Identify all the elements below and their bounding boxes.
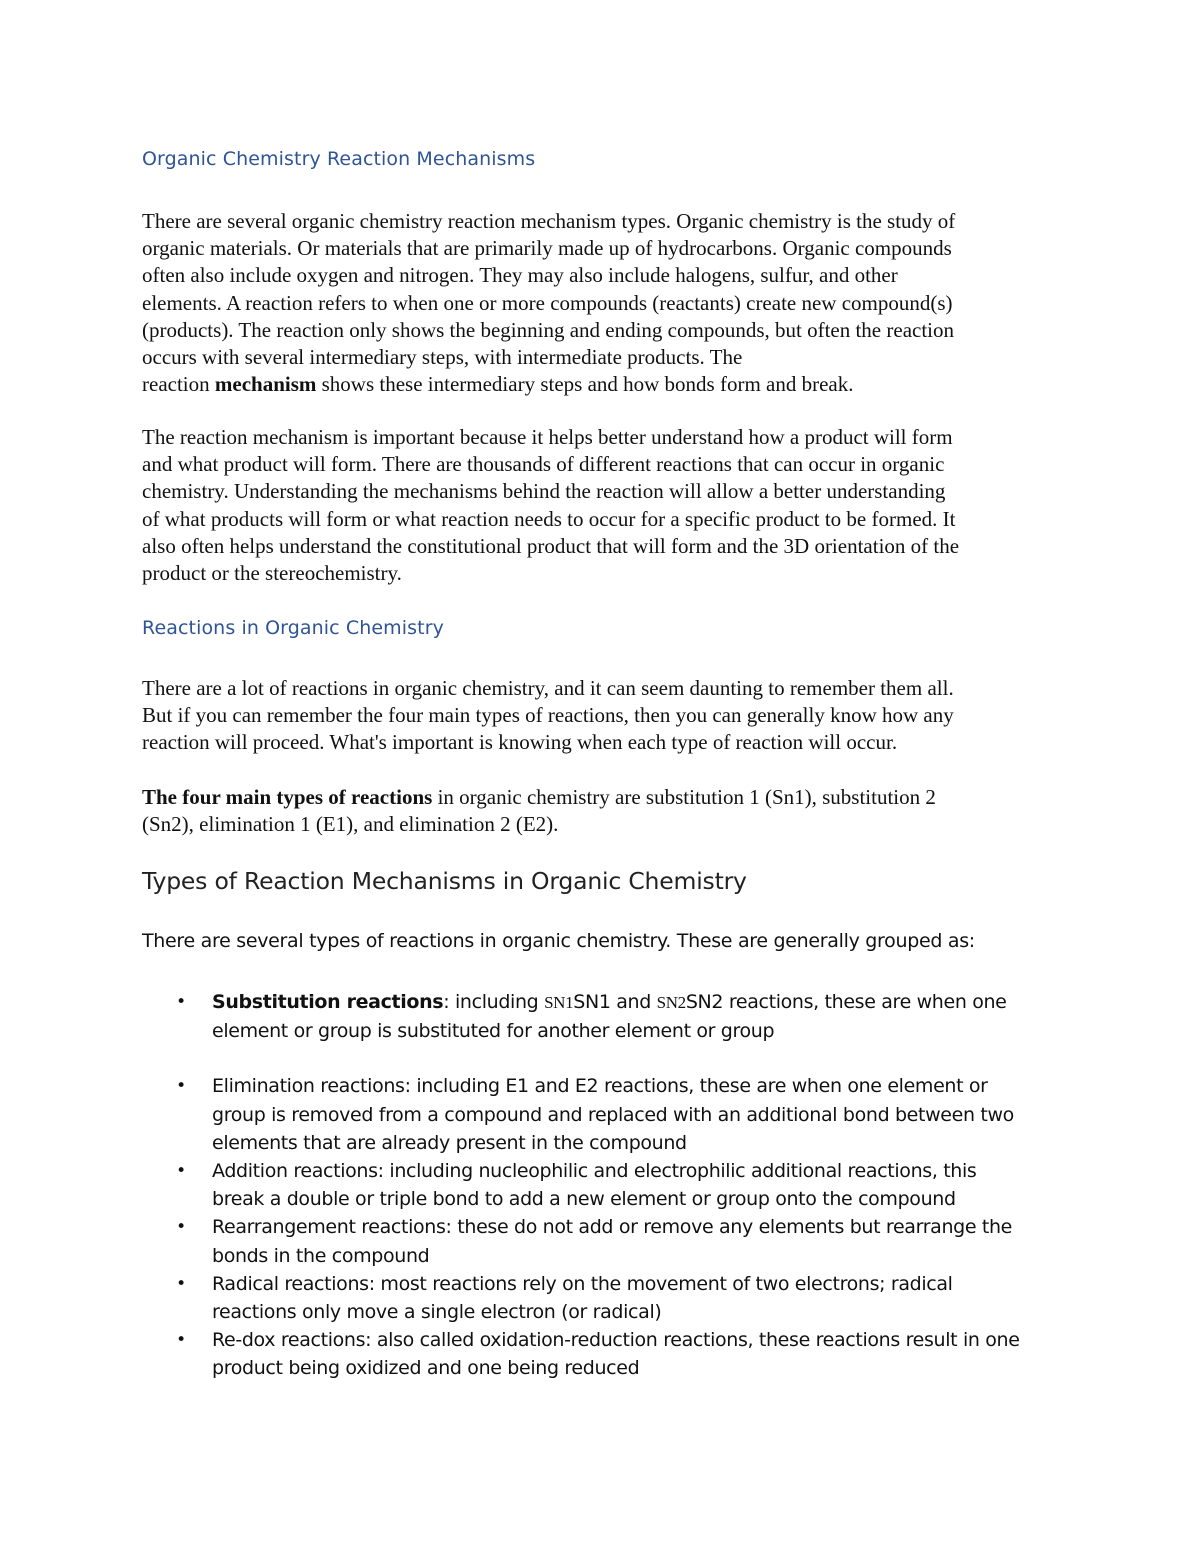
paragraph-line: product or the stereochemistry. <box>142 561 402 586</box>
list-item-line: elements that are already present in the compound <box>212 1131 687 1154</box>
bold-term-mechanism: mechanism <box>214 372 317 397</box>
paragraph-reactions <box>142 675 1057 757</box>
paragraph-importance <box>142 424 1057 587</box>
math-sn1-small: SN1 <box>544 993 574 1012</box>
list-item-elimination <box>176 1072 1072 1157</box>
list-item-radical <box>176 1270 1072 1326</box>
heading-types-of-reaction-mechanisms: Types of Reaction Mechanisms in Organic Chemistry <box>142 867 747 895</box>
bullet-icon: • <box>176 1161 186 1182</box>
list-item-line: Elimination reactions: including E1 and E2 reactions, these are when one element or <box>212 1075 988 1098</box>
math-sn2: SN2 <box>685 991 724 1013</box>
paragraph-line: and what product will form. There are thousands of different reactions that can occur in organic <box>142 452 945 477</box>
paragraph-line <box>142 784 1057 811</box>
math-sn2-small: SN2 <box>656 993 686 1012</box>
text-span: : including <box>443 991 545 1013</box>
paragraph-types-intro: There are several types of reactions in organic chemistry. These are generally grouped as: <box>142 930 975 952</box>
list-item-line: Rearrangement reactions: these do not add or remove any elements but rearrange the <box>212 1216 1013 1239</box>
paragraph-line: There are a lot of reactions in organic chemistry, and it can seem daunting to remember them all. <box>142 676 954 700</box>
bold-text: The <box>142 785 183 809</box>
paragraph-four-main-types <box>142 784 1057 838</box>
list-item-line: bonds in the compound <box>212 1244 430 1267</box>
paragraph-line: There are several organic chemistry reaction mechanism types. Organic chemistry is the study of <box>142 209 956 233</box>
bold-term-substitution-reactions: Substitution reactions <box>212 991 444 1013</box>
list-item-redox <box>176 1326 1072 1382</box>
list-item-line: product being oxidized and one being reduced <box>212 1357 640 1380</box>
list-item-line: Re-dox reactions: also called oxidation-reduction reactions, these reactions result in one <box>212 1329 1020 1352</box>
reaction-types-list <box>176 988 1072 1383</box>
paragraph-line: But if you can remember the four main types of reactions, then you can generally know how any <box>142 703 954 728</box>
text-span: reaction <box>142 372 215 397</box>
bullet-icon: • <box>176 1217 186 1238</box>
heading-reactions-in-organic-chemistry: Reactions in Organic Chemistry <box>142 617 444 639</box>
list-item-line: break a double or triple bond to add a new element or group onto the compound <box>212 1188 956 1211</box>
math-sn1: SN1 <box>573 991 611 1013</box>
text-span: shows these intermediary steps and how bonds form and break. <box>316 372 854 397</box>
bold-term-four-main-types: four main types of reactions <box>182 785 433 809</box>
bullet-icon: • <box>176 1273 186 1294</box>
paragraph-line: organic materials. Or materials that are primarily made up of hydrocarbons. Organic compounds <box>142 236 952 261</box>
paragraph-line: chemistry. Understanding the mechanisms behind the reaction will allow a better understanding <box>142 479 946 504</box>
list-item-line: Radical reactions: most reactions rely on the movement of two electrons; radical <box>212 1272 953 1295</box>
text-span: reactions, these are when one <box>723 991 1007 1013</box>
list-item-line <box>212 988 1072 1017</box>
text-span: and <box>610 991 657 1013</box>
paragraph-line: occurs with several intermediary steps, with intermediate products. The <box>142 345 743 370</box>
heading-organic-chemistry-reaction-mechanisms: Organic Chemistry Reaction Mechanisms <box>142 148 536 170</box>
bullet-icon: • <box>176 1330 186 1351</box>
list-item-addition <box>176 1157 1072 1213</box>
paragraph-line: (Sn2), elimination 1 (E1), and elimination 2 (E2). <box>142 812 559 837</box>
list-item-substitution <box>176 988 1072 1045</box>
paragraph-line: (products). The reaction only shows the beginning and ending compounds, but often the reaction <box>142 317 955 342</box>
list-item-line: element or group is substituted for another element or group <box>212 1020 775 1043</box>
text-span: in organic chemistry are substitution 1 (Sn1), substitution 2 <box>432 785 936 809</box>
paragraph-introduction <box>142 208 1057 398</box>
list-item-line: reactions only move a single electron (or radical) <box>212 1301 662 1324</box>
paragraph-line: reaction will proceed. What's important is knowing when each type of reaction will occur. <box>142 730 898 755</box>
paragraph-line: elements. A reaction refers to when one or more compounds (reactants) create new compound(s) <box>142 290 953 315</box>
bullet-icon: • <box>176 1076 186 1097</box>
list-item-line: Addition reactions: including nucleophilic and electrophilic additional reactions, this <box>212 1160 977 1183</box>
paragraph-line: of what products will form or what reaction needs to occur for a specific product to be formed. It <box>142 506 956 531</box>
paragraph-line <box>142 371 1057 398</box>
bullet-icon: • <box>176 992 186 1012</box>
paragraph-line: The reaction mechanism is important because it helps better understand how a product will form <box>142 425 953 449</box>
paragraph-line: also often helps understand the constitutional product that will form and the 3D orientation of the <box>142 533 960 558</box>
list-item-line: group is removed from a compound and replaced with an additional bond between two <box>212 1103 1014 1126</box>
list-item-rearrangement <box>176 1213 1072 1269</box>
paragraph-line: often also include oxygen and nitrogen. They may also include halogens, sulfur, and other <box>142 263 898 288</box>
